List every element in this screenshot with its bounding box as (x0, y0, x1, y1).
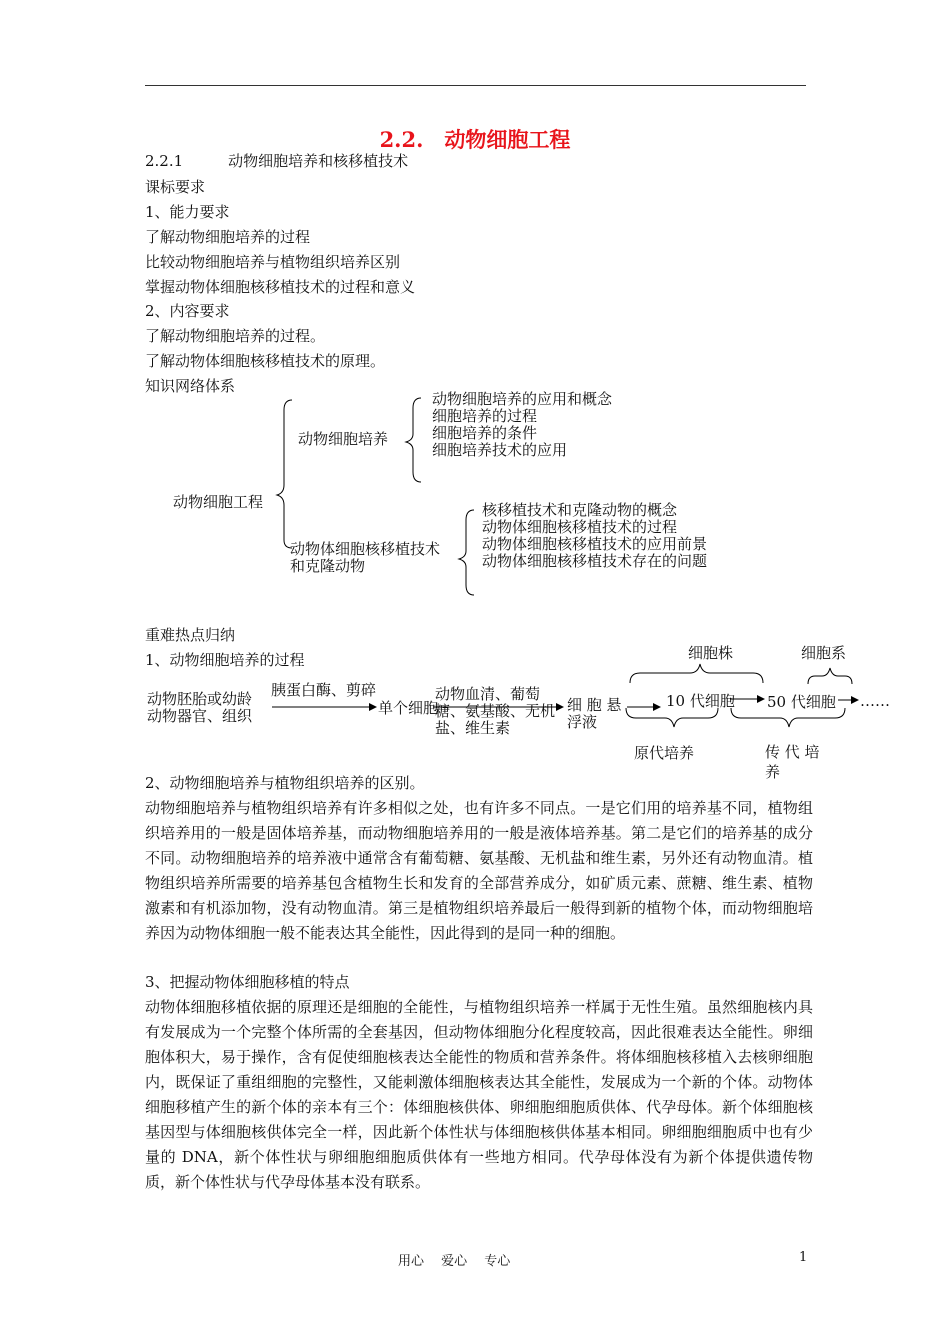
flow-suspension-line: 浮液 (567, 713, 598, 731)
flow-start-line: 动物器官、组织 (147, 707, 253, 725)
footer-motto: 用心 爱心 专心 (398, 1254, 511, 1269)
paragraph-2: 动物细胞培养与植物组织培养有许多相似之处，也有许多不同点。一是它们用的培养基不同，植物组织培养用的一般是固体培养基，而动物细胞培养用的一般是液体培养基。第二是它们的培养基的成分不同。动物细胞培养的培养液中通常含有葡萄糖、氨基酸、无机盐和维生素，另外还有动物血清。植物组织培养所需要的培养基包含植物生长和发育的全部营养成分，如矿质元素、蔗糖、维生素、植物激素和有机添加物，没有动物血清。第三是植物组织培养最后一般得到新的植物个体，而动物细胞培养因为动物体细胞一般不能表达其全能性，因此得到的是同一种的细胞。 (145, 799, 813, 942)
flow-enzyme-label: 胰蛋白酶、剪碎 (271, 681, 377, 699)
text-line: 比较动物细胞培养与植物组织培养区别 (145, 253, 401, 271)
tree-item: 动物细胞培养的应用和概念 (432, 390, 613, 408)
flow-start-line: 动物胚胎或幼龄 (147, 690, 253, 708)
tree-item: 动物体细胞核移植技术存在的问题 (482, 552, 708, 570)
flow-gen50: 50 代细胞 (767, 693, 836, 711)
flow-cell-strain: 细胞株 (688, 644, 734, 662)
tree-item: 核移植技术和克隆动物的概念 (482, 501, 678, 519)
subheading-1: 1、动物细胞培养的过程 (145, 651, 305, 669)
subheading-2: 2、动物细胞培养与植物组织培养的区别。 (145, 774, 425, 792)
subheading-3: 3、把握动物体细胞移植的特点 (145, 973, 350, 991)
text-line: 掌握动物体细胞核移植技术的过程和意义 (145, 278, 416, 296)
tree-item: 细胞培养的条件 (432, 424, 538, 442)
section-heading-2: 重难热点归纳 (145, 626, 236, 644)
page-title: 2.2. 动物细胞工程 (379, 127, 571, 152)
flow-single-cell: 单个细胞 (378, 699, 439, 717)
flow-gen10: 10 代细胞 (666, 692, 735, 710)
text-line: 1、能力要求 (145, 203, 230, 221)
flow-medium-line: 糖、氨基酸、无机 (435, 702, 556, 720)
flow-ellipsis: …… (860, 692, 890, 710)
tree-item: 细胞培养技术的应用 (432, 441, 568, 459)
text-line: 了解动物体细胞核移植技术的原理。 (145, 352, 386, 370)
paragraph-3: 动物体细胞移植依据的原理还是细胞的全能性，与植物组织培养一样属于无性生殖。虽然细胞核内具有发展成为一个完整个体所需的全套基因，但动物体细胞分化程度较高，因此很难表达全能性。卵细胞体积大，易于操作，含有促使细胞核表达全能性的物质和营养条件。将体细胞核移植入去核卵细胞内，既保证了重组细胞的完整性，又能刺激体细胞核表达其全能性，发展成为一个新的个体。动物体细胞移植产生的新个体的亲本有三个：体细胞核供体、卵细胞细胞质供体、代孕母体。新个体细胞核基因型与体细胞核供体完全一样，因此新个体性状与体细胞核供体基本相同。卵细胞细胞质中也有少量的 DNA，新个体性状与卵细胞细胞质供体有一些地方相同。代孕母体没有为新个体提供遗传物质，新个体性状与代孕母体基本没有联系。 (145, 998, 813, 1191)
flow-subculture-line: 传 代 培 (765, 743, 820, 761)
tree-item: 细胞培养的过程 (432, 407, 538, 425)
flow-suspension-line: 细 胞 悬 (567, 696, 622, 714)
branch-1-brace (406, 398, 421, 482)
tree-branch-1: 动物细胞培养 (298, 430, 389, 448)
text-line: 2、内容要求 (145, 302, 230, 320)
branch-2-brace (459, 510, 474, 595)
text-line: 知识网络体系 (145, 377, 236, 395)
root-brace (277, 400, 292, 548)
text-line: 了解动物细胞培养的过程。 (145, 327, 326, 345)
primary-culture-brace (626, 708, 718, 727)
page-number: 1 (799, 1250, 808, 1265)
flow-subculture-line: 养 (765, 763, 781, 781)
section-heading: 2.2.1 动物细胞培养和核移植技术 (145, 152, 409, 170)
flow-medium-line: 动物血清、葡萄 (435, 685, 541, 703)
cell-strain-brace (630, 664, 763, 683)
tree-item: 动物体细胞核移植技术的过程 (482, 518, 678, 536)
tree-root: 动物细胞工程 (173, 493, 264, 511)
tree-item: 动物体细胞核移植技术的应用前景 (482, 535, 708, 553)
tree-branch-2-line: 动物体细胞核移植技术 (290, 540, 441, 558)
cell-line-brace (808, 668, 852, 684)
subculture-brace (731, 708, 845, 727)
flow-medium-line: 盐、维生素 (435, 719, 511, 737)
text-line: 课标要求 (145, 178, 206, 196)
text-line: 了解动物细胞培养的过程 (145, 228, 311, 246)
tree-branch-2-line: 和克隆动物 (290, 557, 366, 575)
flow-cell-line: 细胞系 (801, 644, 847, 662)
flow-primary-culture: 原代培养 (634, 744, 695, 762)
